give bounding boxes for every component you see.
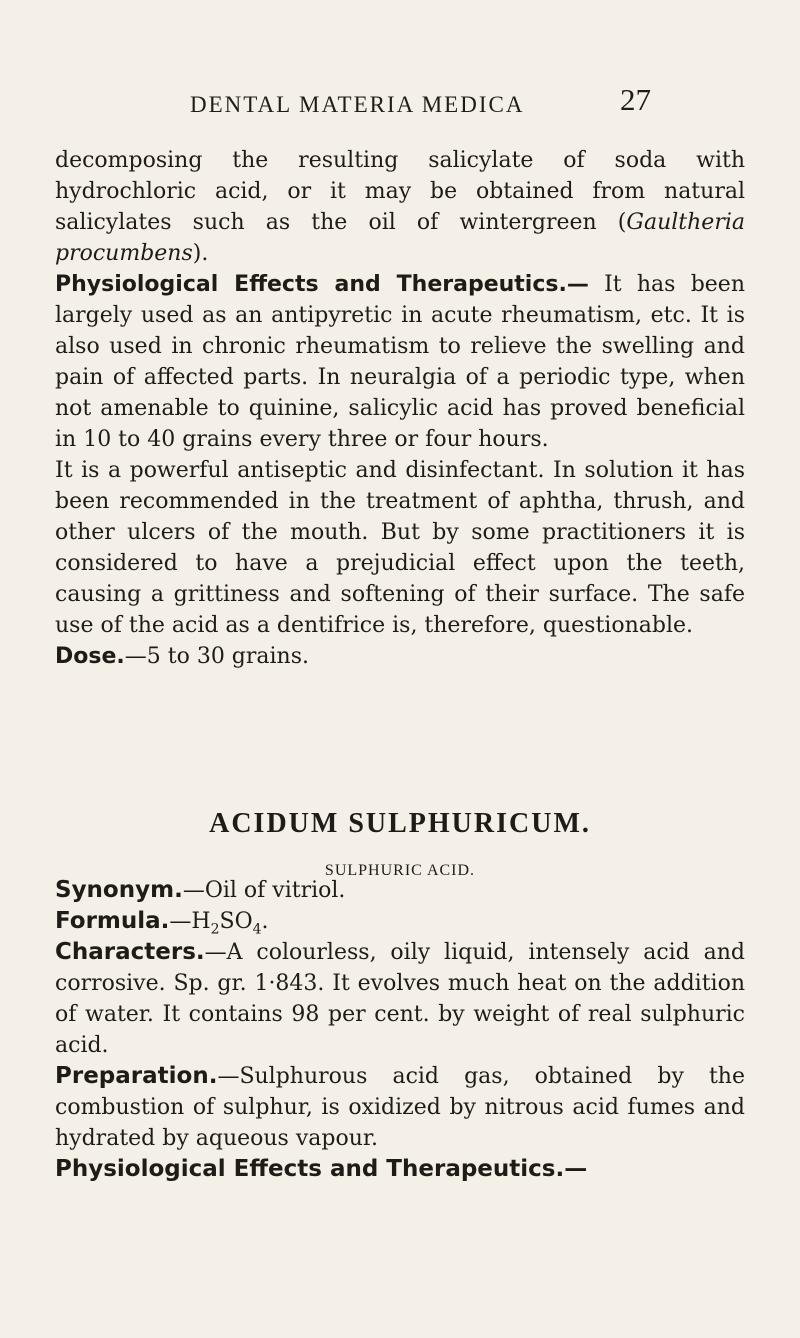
botanical-name: Gaultheria procumbens bbox=[55, 210, 745, 266]
synonym-text: —Oil of vitriol. bbox=[182, 878, 346, 903]
section-title: ACIDUM SULPHURICUM. bbox=[209, 808, 591, 839]
paragraph-characters bbox=[55, 937, 745, 1061]
physiological-effects-text: It has been largely used as an antipyretic in acute rheumatism, etc. It is also used in chronic rheumatism to relieve the swelling and pain of affected parts. In neuralgia of a periodic type, when not amenable to quinine, salicylic acid has proved beneficial in 10 to 40 grains every three or four hours. bbox=[55, 272, 745, 452]
preparation-heading: Preparation. bbox=[55, 1063, 218, 1089]
paragraph-antiseptic bbox=[55, 455, 745, 641]
formula-prefix: —H bbox=[169, 909, 211, 934]
dose-heading: Dose. bbox=[55, 644, 125, 669]
paragraph-synonym bbox=[55, 875, 745, 906]
sulphuric-acid-text bbox=[55, 875, 745, 1185]
sulphuric-physiological-heading: Physiological Effects and Therapeutics.— bbox=[55, 1156, 588, 1182]
preparation-text: —Sulphurous acid gas, obtained by the combustion of sulphur, is oxidized by nitrous acid fumes and hydrated by aqueous vapour. bbox=[55, 1064, 745, 1151]
formula-subscript-oxygen: 4 bbox=[252, 921, 262, 938]
page-number: 27 bbox=[620, 82, 651, 117]
formula-subscript-hydrogen: 2 bbox=[210, 921, 220, 938]
synonym-heading: Synonym. bbox=[55, 877, 183, 903]
paragraph-physiological-heading bbox=[55, 1154, 745, 1185]
formula-suffix: . bbox=[261, 909, 269, 934]
formula-heading: Formula. bbox=[55, 908, 170, 934]
formula-middle: SO bbox=[219, 909, 253, 934]
source-text-end: ). bbox=[192, 241, 209, 266]
dose-text: —5 to 30 grains. bbox=[124, 644, 310, 669]
paragraph-preparation bbox=[55, 1061, 745, 1154]
paragraph-formula bbox=[55, 906, 745, 937]
paragraph-source bbox=[55, 145, 745, 269]
characters-text: —A colourless, oily liquid, intensely acid and corrosive. Sp. gr. 1·843. It evolves much heat on the addition of water. It contains 98 per cent. by weight of real sulphuric acid. bbox=[55, 940, 745, 1058]
paragraph-physiological-effects bbox=[55, 269, 745, 455]
source-text: decomposing the resulting salicylate of soda with hydrochloric acid, or it may be obtained from natural salicylates such as the oil of wintergreen ( bbox=[55, 148, 745, 235]
paragraph-dose bbox=[55, 641, 745, 672]
section-subtitle: SULPHURIC ACID. bbox=[324, 862, 476, 879]
salicylic-acid-text bbox=[55, 145, 745, 672]
characters-heading: Characters. bbox=[55, 939, 205, 965]
physiological-effects-heading: Physiological Effects and Therapeutics.— bbox=[55, 272, 589, 297]
antiseptic-text: It is a powerful antiseptic and disinfectant. In solution it has been recommended in the treatment of aphtha, thrush, and other ulcers of the mouth. But by some practitioners it is considered to have a prejudicial effect upon the teeth, causing a grittiness and softening of their surface. The safe use of the acid as a dentifrice is, therefore, questionable. bbox=[55, 458, 745, 638]
running-title: DENTAL MATERIA MEDICA bbox=[190, 92, 525, 117]
